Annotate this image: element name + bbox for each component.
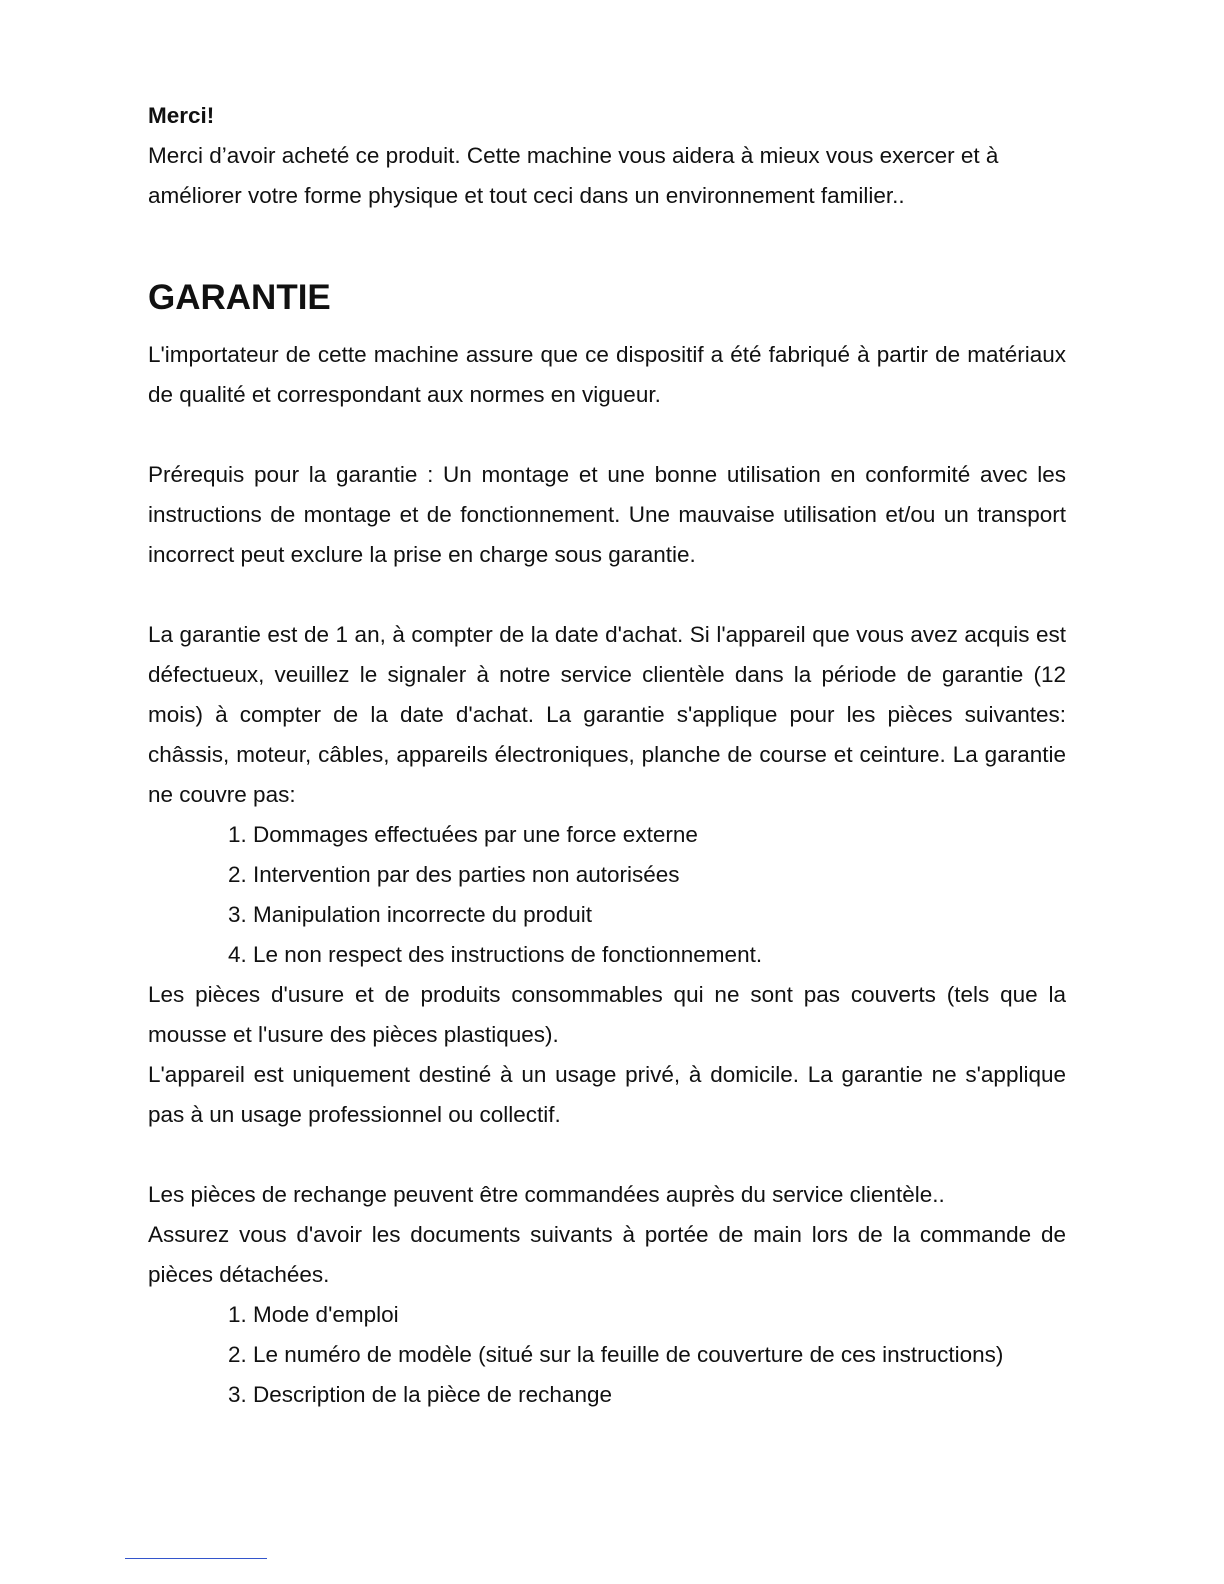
paragraph-duree-garantie: La garantie est de 1 an, à compter de la date d'achat. Si l'appareil que vous avez acquis est défectueux, veuillez le signaler à notre service clientèle dans la période de garantie (12 mois) à compter de la date d'achat. La garantie s'applique pour les pièces suivantes: châssis, moteur, câbles, appareils électroniques, planche de course et ceinture. La garantie ne couvre pas: (148, 622, 1066, 807)
list-item: 2. Le numéro de modèle (situé sur la feuille de couverture de ces instructions) (228, 1342, 1004, 1367)
spacer (148, 1135, 1066, 1175)
list-item: 1. Mode d'emploi (228, 1302, 399, 1327)
footnote-separator (125, 1558, 267, 1559)
paragraph-importateur: L'importateur de cette machine assure que ce dispositif a été fabriqué à partir de matériaux de qualité et correspondant aux normes en vigueur. (148, 342, 1066, 407)
section-heading-garantie: GARANTIE (148, 278, 331, 317)
list-item: 4. Le non respect des instructions de fonctionnement. (228, 942, 763, 967)
spacer (148, 575, 1066, 615)
list-item: 3. Manipulation incorrecte du produit (228, 902, 592, 927)
paragraph-pieces-usure: Les pièces d'usure et de produits consommables qui ne sont pas couverts (tels que la mousse et l'usure des pièces plastiques). (148, 982, 1066, 1047)
spacer (148, 320, 1066, 335)
documents-list (148, 1295, 1066, 1415)
list-item: 3. Description de la pièce de rechange (228, 1382, 612, 1407)
document-page (148, 96, 1066, 1415)
spacer (148, 415, 1066, 455)
paragraph-usage-prive: L'appareil est uniquement destiné à un usage privé, à domicile. La garantie ne s'applique pas à un usage professionnel ou collectif. (148, 1062, 1066, 1127)
paragraph-documents: Assurez vous d'avoir les documents suivants à portée de main lors de la commande de pièces détachées. (148, 1222, 1066, 1287)
paragraph-prerequis: Prérequis pour la garantie : Un montage et une bonne utilisation en conformité avec les instructions de montage et de fonctionnement. Une mauvaise utilisation et/ou un transport incorrect peut exclure la prise en charge sous garantie. (148, 462, 1066, 567)
intro-title: Merci! (148, 103, 215, 128)
list-item: 1. Dommages effectuées par une force externe (228, 822, 698, 847)
list-item: 2. Intervention par des parties non autorisées (228, 862, 680, 887)
spacer (148, 216, 1066, 276)
intro-text: Merci d’avoir acheté ce produit. Cette machine vous aidera à mieux vous exercer et à améliorer votre forme physique et tout ceci dans un environnement familier.. (148, 143, 999, 208)
paragraph-pieces-rechange: Les pièces de rechange peuvent être commandées auprès du service clientèle.. (148, 1182, 945, 1207)
exclusions-list (148, 815, 1066, 975)
